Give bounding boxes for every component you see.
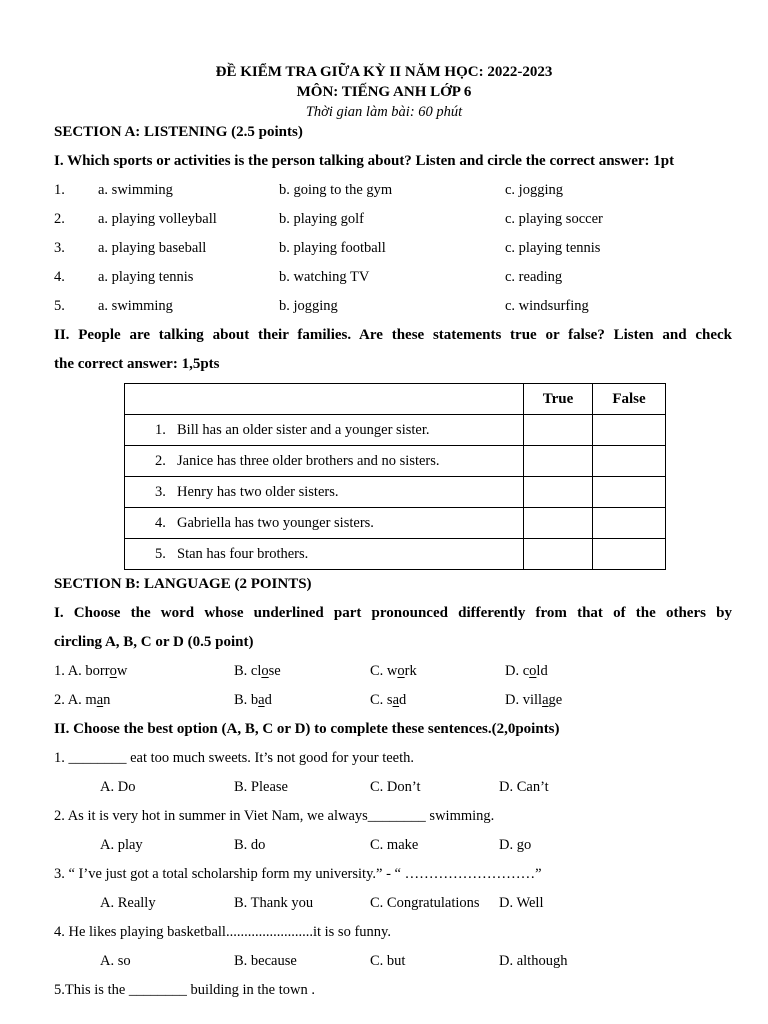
table-row (125, 508, 666, 539)
section-b-part2-instruction: II. Choose the best option (A, B, C or D) to complete these sentences.(2,0points) (54, 721, 560, 737)
option-a[interactable]: a. swimming (98, 182, 173, 198)
true-answer-cell[interactable] (524, 508, 593, 539)
question-stem: 1. ________ eat too much sweets. It’s not good for your teeth. (54, 750, 415, 766)
statement-text: Henry has two older sisters. (177, 483, 339, 500)
section-a-part2-instruction: II. People are talking about their families. Are these statements true or false? Listen and check (54, 327, 732, 343)
option-d[interactable]: D. although (499, 953, 568, 969)
option-b[interactable]: B. close (234, 663, 281, 679)
statement-text: Gabriella has two younger sisters. (177, 514, 374, 531)
option-row-number: 5. (54, 298, 65, 314)
false-answer-cell[interactable] (593, 415, 666, 446)
true-answer-cell[interactable] (524, 477, 593, 508)
option-a[interactable]: a. swimming (98, 298, 173, 314)
option-b[interactable]: b. jogging (279, 298, 338, 314)
section-a-part1-instruction: I. Which sports or activities is the person talking about? Listen and circle the correct answer: 1pt (54, 153, 675, 169)
statement-text: Stan has four brothers. (177, 545, 309, 562)
option-c[interactable]: c. jogging (505, 182, 563, 198)
statement-number: 2. (155, 452, 166, 469)
option-a[interactable]: A. Really (100, 895, 156, 911)
false-answer-cell[interactable] (593, 539, 666, 570)
option-c[interactable]: C. work (370, 663, 417, 679)
option-row-number: 2. (54, 211, 65, 227)
false-answer-cell[interactable] (593, 508, 666, 539)
option-b[interactable]: B. bad (234, 692, 272, 708)
option-c[interactable]: c. windsurfing (505, 298, 589, 314)
question-stem: 4. He likes playing basketball........................it is so funny. (54, 924, 391, 940)
section-b-title: SECTION B: LANGUAGE (2 POINTS) (54, 576, 312, 592)
option-a[interactable]: A. play (100, 837, 143, 853)
true-answer-cell[interactable] (524, 539, 593, 570)
option-c[interactable]: C. sad (370, 692, 407, 708)
option-row-number: 3. (54, 240, 65, 256)
true-answer-cell[interactable] (524, 446, 593, 477)
false-answer-cell[interactable] (593, 477, 666, 508)
question-stem: 5.This is the ________ building in the town . (54, 982, 315, 998)
option-b[interactable]: b. watching TV (279, 269, 370, 285)
true-column-header: True (524, 384, 593, 415)
table-row (125, 477, 666, 508)
option-c[interactable]: c. playing tennis (505, 240, 601, 256)
option-a[interactable]: A. so (100, 953, 131, 969)
statement-number: 4. (155, 514, 166, 531)
option-b[interactable]: b. going to the gym (279, 182, 393, 198)
statement-number: 5. (155, 545, 166, 562)
option-b[interactable]: B. because (234, 953, 297, 969)
exam-title: ĐỀ KIỂM TRA GIỮA KỲ II NĂM HỌC: 2022-2023 (215, 64, 553, 80)
option-a[interactable]: 1. A. borrow (54, 663, 128, 679)
option-a[interactable]: 2. A. man (54, 692, 111, 708)
option-b[interactable]: B. Please (234, 779, 288, 795)
option-row-number: 1. (54, 182, 65, 198)
exam-subject: MÔN: TIẾNG ANH LỚP 6 (296, 84, 472, 100)
option-c[interactable]: C. Congratulations (370, 895, 480, 911)
option-c[interactable]: c. playing soccer (505, 211, 603, 227)
option-b[interactable]: b. playing football (279, 240, 386, 256)
option-a[interactable]: a. playing baseball (98, 240, 207, 256)
option-c[interactable]: c. reading (505, 269, 563, 285)
statement-text: Bill has an older sister and a younger sister. (177, 421, 430, 438)
statement-header (125, 384, 524, 415)
option-b[interactable]: B. Thank you (234, 895, 314, 911)
option-b[interactable]: B. do (234, 837, 266, 853)
question-stem: 2. As it is very hot in summer in Viet Nam, we always________ swimming. (54, 808, 495, 824)
section-b-part1-instruction: I. Choose the word whose underlined part pronounced differently from that of the others by (54, 605, 732, 621)
exam-time: Thời gian làm bài: 60 phút (305, 104, 463, 120)
table-header-row (125, 384, 666, 415)
false-column-header: False (593, 384, 666, 415)
statement-text: Janice has three older brothers and no sisters. (177, 452, 440, 469)
table-row (125, 446, 666, 477)
option-a[interactable]: a. playing tennis (98, 269, 194, 285)
option-d[interactable]: D. go (499, 837, 532, 853)
option-c[interactable]: C. but (370, 953, 406, 969)
option-c[interactable]: C. Don’t (370, 779, 421, 795)
section-a-part2-instruction-cont: the correct answer: 1,5pts (54, 356, 220, 372)
statement-number: 1. (155, 421, 166, 438)
option-d[interactable]: D. Well (499, 895, 544, 911)
option-row-number: 4. (54, 269, 65, 285)
option-d[interactable]: D. village (505, 692, 563, 708)
option-a[interactable]: A. Do (100, 779, 136, 795)
option-d[interactable]: D. cold (505, 663, 548, 679)
option-c[interactable]: C. make (370, 837, 419, 853)
false-answer-cell[interactable] (593, 446, 666, 477)
question-stem: 3. “ I’ve just got a total scholarship form my university.” - “ ………………………” (54, 866, 542, 882)
statement-number: 3. (155, 483, 166, 500)
option-d[interactable]: D. Can’t (499, 779, 549, 795)
true-answer-cell[interactable] (524, 415, 593, 446)
table-row (125, 415, 666, 446)
option-a[interactable]: a. playing volleyball (98, 211, 217, 227)
section-b-part1-instruction-cont: circling A, B, C or D (0.5 point) (54, 634, 254, 650)
option-b[interactable]: b. playing golf (279, 211, 364, 227)
true-false-table (124, 383, 666, 570)
section-a-title: SECTION A: LISTENING (2.5 points) (54, 124, 303, 140)
table-row (125, 539, 666, 570)
